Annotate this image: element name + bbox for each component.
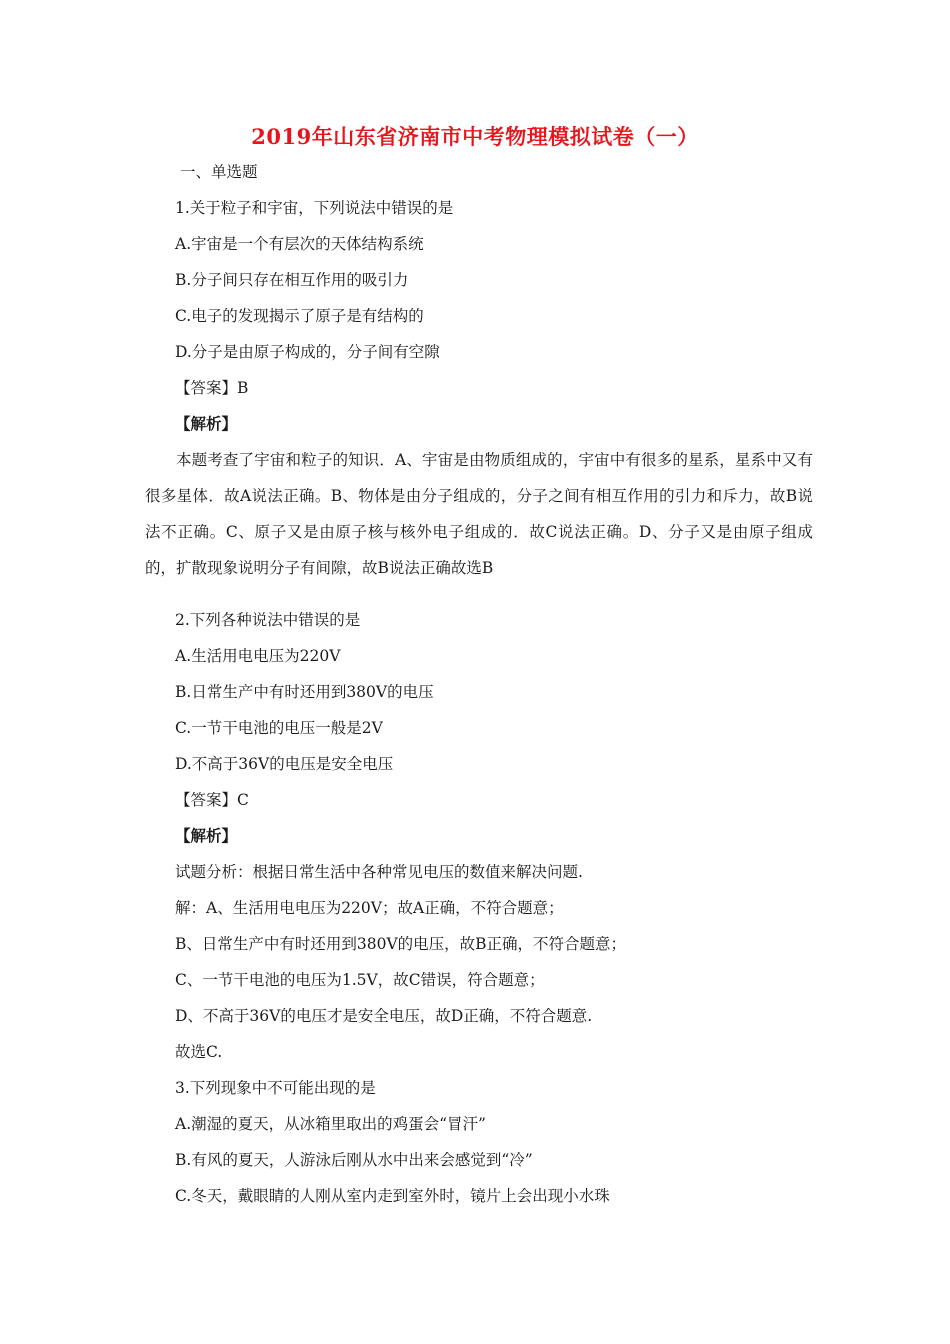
question-1-stem: 1.关于粒子和宇宙，下列说法中错误的是: [175, 199, 454, 217]
question-1-analysis: 本题考查了宇宙和粒子的知识．A、宇宙是由物质组成的，宇宙中有很多的星系，星系中又有很多星体．故A说法正确。B、物体是由分子组成的，分子之间有相互作用的引力和斥力，故B说法不正确。C、原子又是由原子核与核外电子组成的．故C说法正确。D、分子又是由原子组成的，扩散现象说明分子有间隙，故B说法正确故选B: [145, 451, 813, 577]
question-1-option-b: B.分子间只存在相互作用的吸引力: [175, 271, 409, 289]
question-1-option-c: C.电子的发现揭示了原子是有结构的: [175, 307, 424, 325]
question-3-option-c: C.冬天，戴眼睛的人刚从室内走到室外时，镜片上会出现小水珠: [175, 1187, 610, 1205]
question-2-option-c: C.一节干电池的电压一般是2V: [175, 719, 383, 737]
question-1-analysis-label: 【解析】: [175, 414, 238, 433]
question-3-option-a: A.潮湿的夏天，从冰箱里取出的鸡蛋会“冒汗”: [175, 1115, 486, 1133]
question-2-analysis-line-2: 解：A、生活用电电压为220V；故A正确，不符合题意；: [175, 899, 564, 917]
question-2-stem: 2.下列各种说法中错误的是: [175, 611, 361, 629]
question-2-answer: 【答案】C: [175, 791, 249, 809]
question-2-option-b: B.日常生产中有时还用到380V的电压: [175, 683, 434, 701]
question-2-analysis-line-3: B、日常生产中有时还用到380V的电压，故B正确，不符合题意；: [175, 935, 627, 953]
question-1-option-d: D.分子是由原子构成的，分子间有空隙: [175, 343, 440, 361]
question-2-analysis-line-1: 试题分析：根据日常生活中各种常见电压的数值来解决问题.: [175, 863, 583, 881]
question-2-option-a: A.生活用电电压为220V: [175, 647, 341, 665]
question-1-answer: 【答案】B: [175, 379, 249, 397]
question-2-analysis-label: 【解析】: [175, 826, 238, 845]
question-2-analysis-line-6: 故选C.: [175, 1043, 223, 1061]
question-3-option-b: B.有风的夏天，人游泳后刚从水中出来会感觉到“冷”: [175, 1151, 533, 1169]
section-heading: 一、单选题: [180, 163, 258, 181]
question-2-analysis-line-5: D、不高于36V的电压才是安全电压，故D正确，不符合题意.: [175, 1007, 593, 1025]
question-1-option-a: A.宇宙是一个有层次的天体结构系统: [175, 235, 424, 253]
document-title: 2019年山东省济南市中考物理模拟试卷（一）: [251, 124, 699, 149]
question-3-stem: 3.下列现象中不可能出现的是: [175, 1079, 376, 1097]
question-2-analysis-line-4: C、一节干电池的电压为1.5V，故C错误，符合题意；: [175, 971, 545, 989]
question-2-option-d: D.不高于36V的电压是安全电压: [175, 755, 394, 773]
